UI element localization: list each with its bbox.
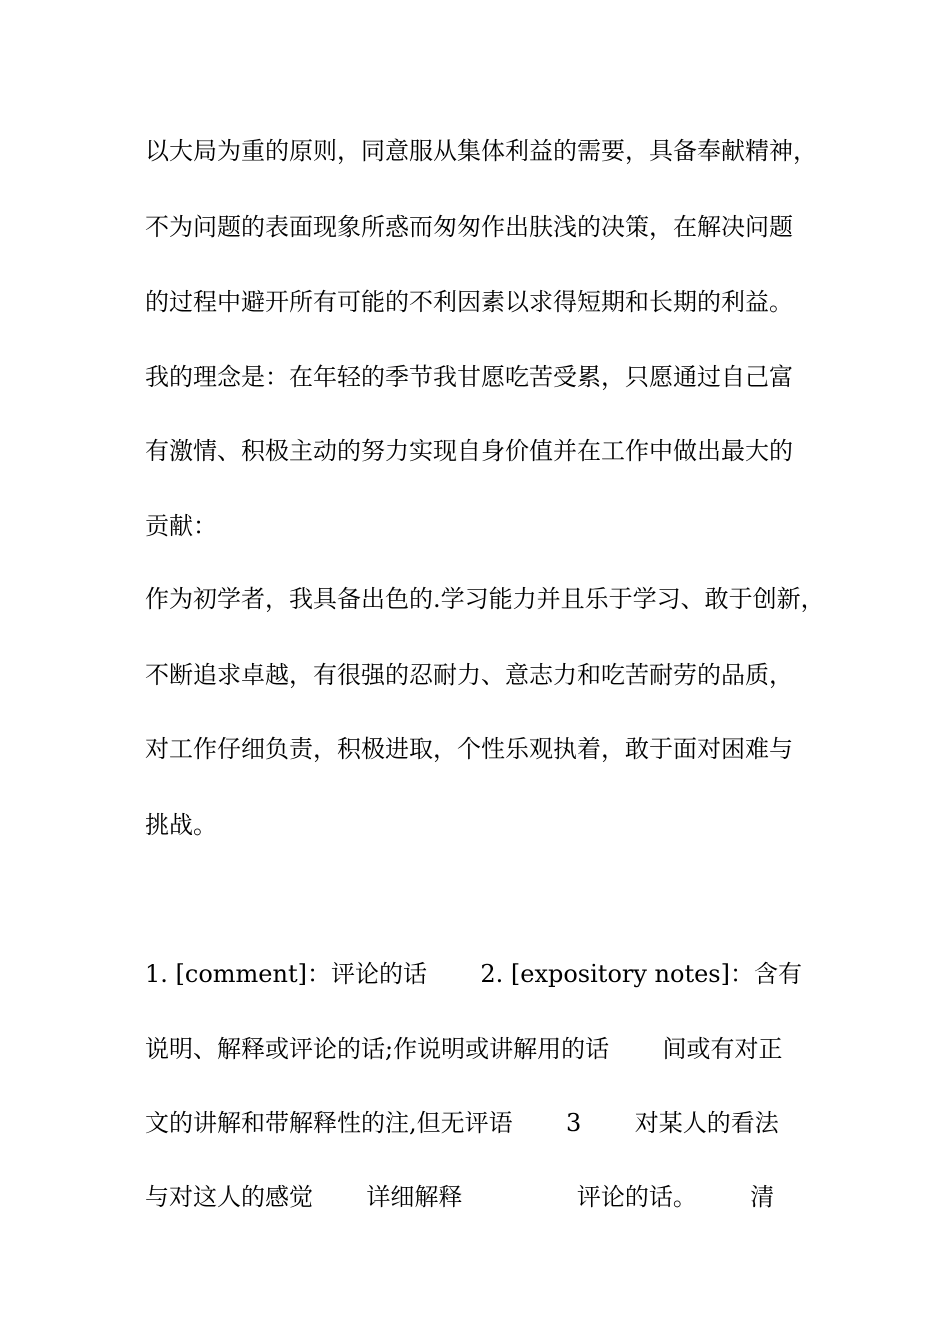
text-line: 的过程中避开所有可能的不利因素以求得短期和长期的利益。 (145, 288, 793, 316)
text-line: 贡献： (145, 512, 217, 540)
text-line: 不为问题的表面现象所惑而匆匆作出肤浅的决策，在解决问题 (145, 213, 793, 241)
text-line: 1. [comment]：评论的话 2. [expository notes]：含有 (145, 960, 802, 988)
text-line: 作为初学者，我具备出色的.学习能力并且乐于学习、敢于创新， (145, 585, 825, 613)
text-line: 以大局为重的原则，同意服从集体利益的需要，具备奉献精神， (145, 137, 817, 165)
text-line: 我的理念是：在年轻的季节我甘愿吃苦受累，只愿通过自己富 (145, 363, 793, 391)
text-line: 说明、解释或评论的话;作说明或讲解用的话 间或有对正 (145, 1035, 783, 1063)
text-line: 与对这人的感觉 详细解释 评论的话。 清 (145, 1183, 775, 1211)
text-line: 有激情、积极主动的努力实现自身价值并在工作中做出最大的 (145, 437, 793, 465)
text-line: 文的讲解和带解释性的注,但无评语 3 对某人的看法 (145, 1109, 779, 1137)
text-line: 对工作仔细负责，积极进取，个性乐观执着，敢于面对困难与 (145, 735, 793, 763)
text-line: 挑战。 (145, 811, 217, 839)
text-line: 不断追求卓越，有很强的忍耐力、意志力和吃苦耐劳的品质， (145, 661, 793, 689)
